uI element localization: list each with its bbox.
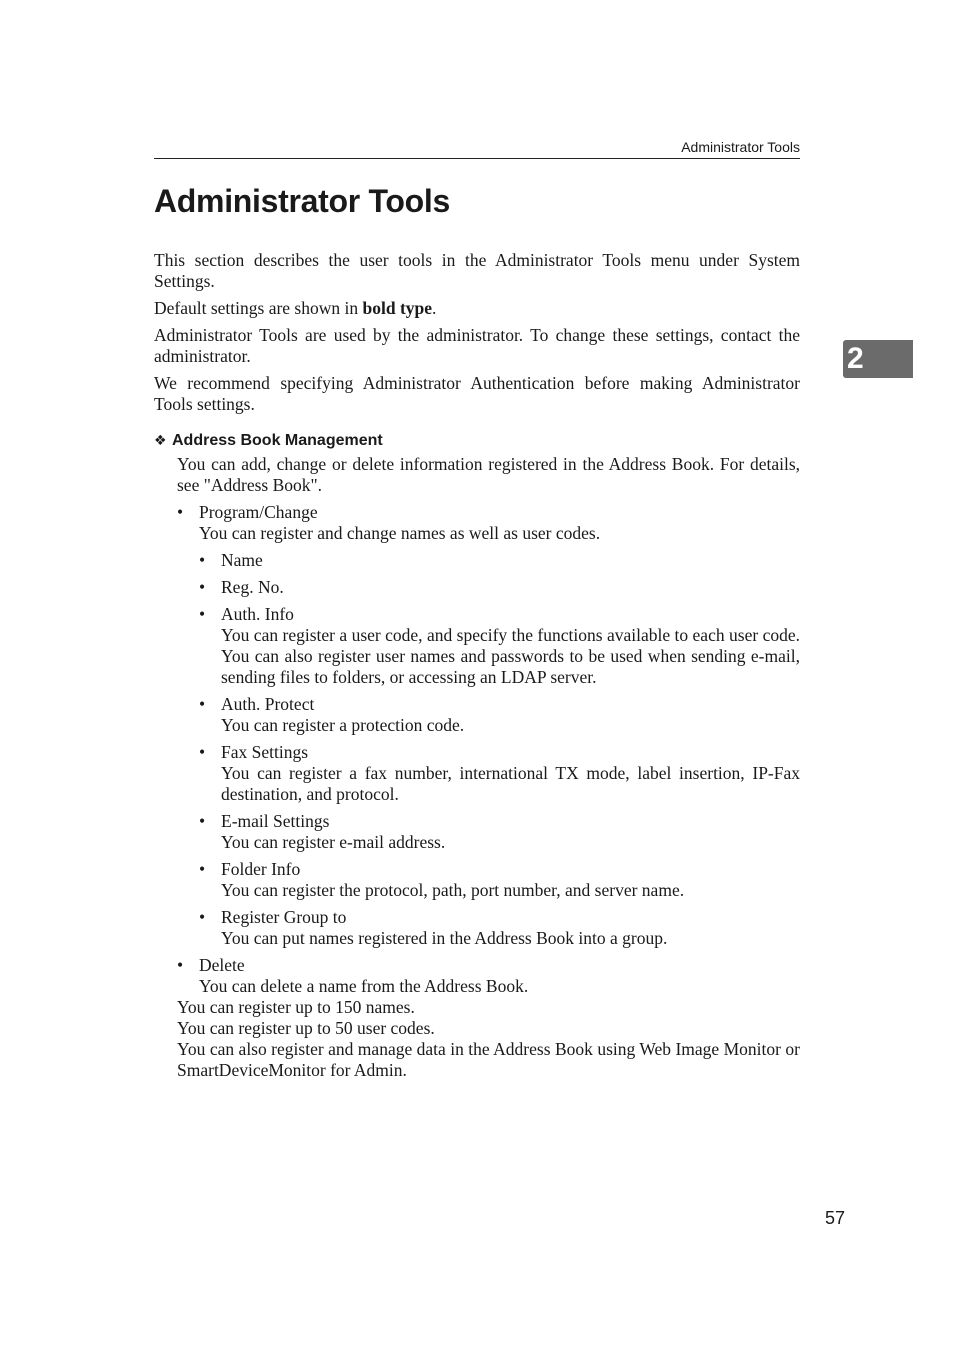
list-item [199,859,800,901]
diamond-icon: ❖ [154,432,167,448]
header-rule [154,158,800,159]
item-title: • Auth. Protect [221,694,315,714]
page-title: Administrator Tools [154,183,450,219]
item-title: • Program/Change [199,502,318,522]
list-item [199,742,800,805]
list-item [199,550,800,571]
item-title: • Folder Info [221,859,301,879]
running-header: Administrator Tools [681,139,800,155]
intro-paragraph-4: We recommend specifying Administrator Authentication before making Administrator Tools settings. [154,373,800,414]
item-title: • Register Group to [221,907,347,927]
note-line: You can register up to 50 user codes. [177,1018,435,1038]
list-item [199,811,800,853]
item-title: • E-mail Settings [221,811,330,831]
intro-paragraph-1: This section describes the user tools in the Administrator Tools menu under System Settings. [154,250,800,291]
intro-p2-bold: bold type [362,298,433,318]
item-desc: You can register e-mail address. [221,832,446,852]
section-description: You can add, change or delete information registered in the Address Book. For details, see "Address Book". [177,454,800,495]
section-heading [154,429,800,452]
sub-list [199,550,800,949]
item-desc: You can put names registered in the Address Book into a group. [221,928,668,948]
list-item [199,577,800,598]
item-title: • Fax Settings [221,742,309,762]
item-desc: You can register a protection code. [221,715,465,735]
item-title: • Reg. No. [221,577,284,597]
item-desc: You can register a user code, and specify the functions available to each user code. You can also register user names and passwords to be used when sending e-mail, sending files to folders, or accessing an LDAP server. [221,625,800,687]
body-text [154,250,800,1087]
list-item-program-change [177,502,800,949]
page-number: 57 [824,1208,845,1228]
list-item-delete [177,955,800,997]
list-item [199,907,800,949]
item-desc: You can register the protocol, path, port number, and server name. [221,880,685,900]
intro-p2-prefix: Default settings are shown in [154,298,363,318]
top-level-list [177,502,800,997]
item-desc: You can register a fax number, international TX mode, label insertion, IP-Fax destination, and protocol. [221,763,800,804]
item-desc: You can delete a name from the Address Book. [199,976,529,996]
item-title: • Delete [199,955,245,975]
item-title: • Name [221,550,263,570]
intro-p2-suffix: . [432,298,437,318]
intro-paragraph-2 [154,298,800,319]
list-item [199,604,800,688]
note-line: You can also register and manage data in the Address Book using Web Image Monitor or SmartDeviceMonitor for Admin. [177,1039,800,1080]
intro-paragraph-3: Administrator Tools are used by the administrator. To change these settings, contact the administrator. [154,325,800,366]
item-title: • Auth. Info [221,604,294,624]
item-desc: You can register and change names as well as user codes. [199,523,601,543]
note-line: You can register up to 150 names. [177,997,415,1017]
chapter-tab: 2 [843,340,913,378]
section-heading-text: Address Book Management [172,432,383,449]
section-body [154,454,800,1081]
list-item [199,694,800,736]
